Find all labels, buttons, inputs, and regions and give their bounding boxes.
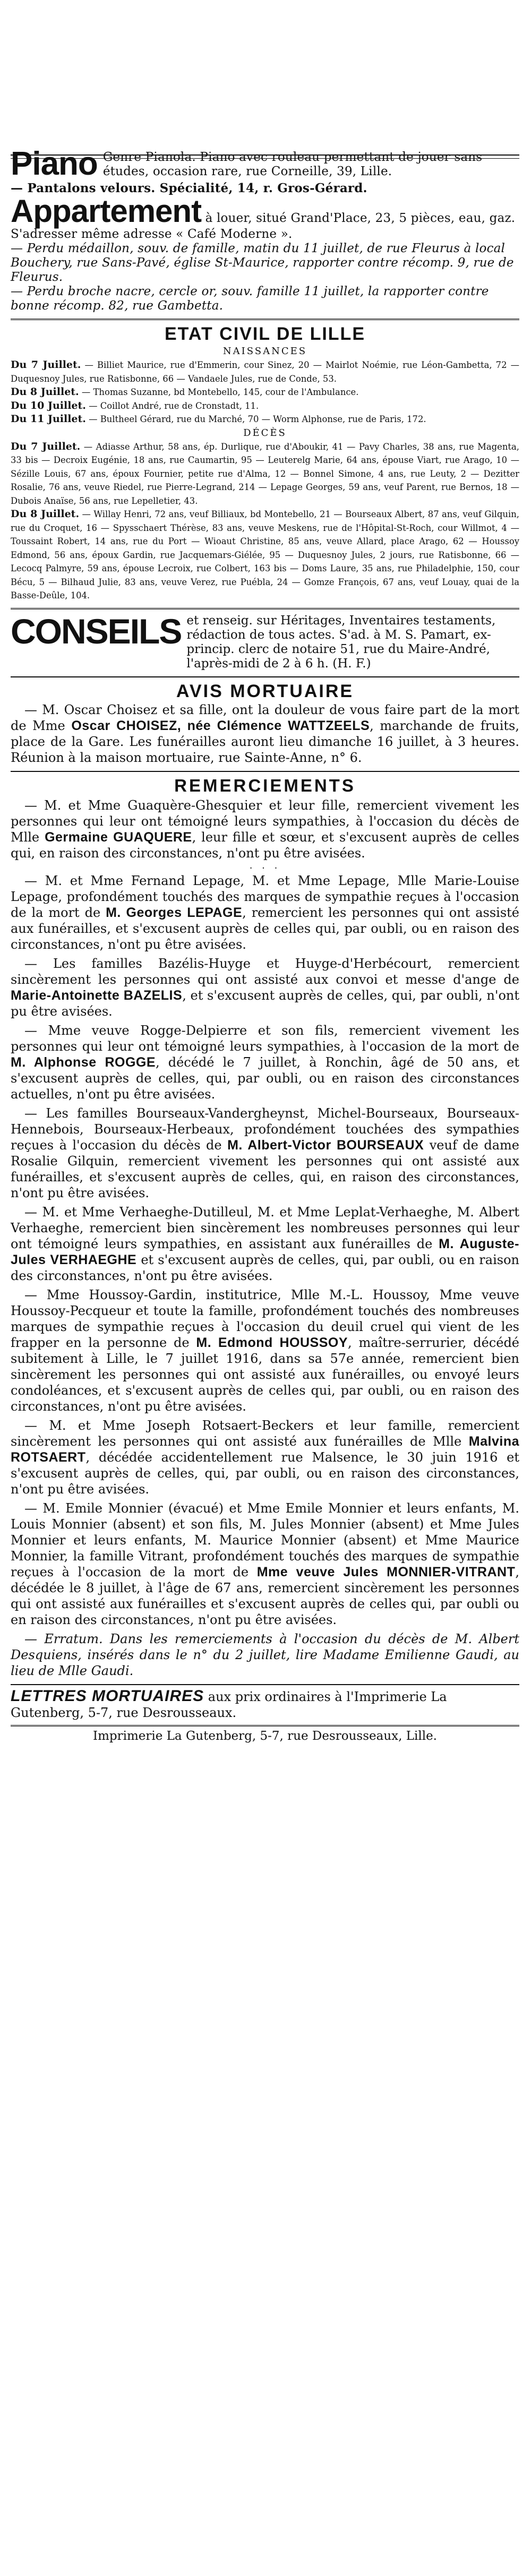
remerciements-title: REMERCIEMENTS bbox=[174, 775, 356, 795]
top-rule bbox=[11, 154, 519, 159]
pantalons-ad: — Pantalons velours. Spécialité, 14, r. Gros-Gérard. bbox=[11, 181, 367, 195]
etat-civil-title: ETAT CIVIL DE LILLE bbox=[165, 324, 365, 344]
remerciement-item: — M. Emile Monnier (évacué) et Mme Emile Monnier et leurs enfants, M. Louis Monnier (absent) et son fils, M. Jules Monnier (absent) et Mme Jules Monnier et leurs enfants, M. Maurice Monnier (absent) et Mme Maurice Monnier, la famille Vitrant, profondément touchés des marques de sympathie reçues à l'occasion de la mort de Mme veuve Jules MONNIER-VITRANT, décédée le 8 juillet, à l'âge de 67 ans, remercient sincèrement les personnes qui ont assisté aux funérailles et s'excusent auprès de celles qui, par oubli ou en raison des circonstances, n'ont pu être avisées. bbox=[11, 1500, 519, 1627]
piano-ad bbox=[11, 147, 519, 181]
deces-title: DÉCÈS bbox=[243, 427, 287, 439]
section-divider bbox=[11, 319, 519, 320]
remerciement-item: — M. et Mme Guaquère-Ghesquier et leur fille, remercient vivement les personnes qui leur ont témoigné leurs sympathies, à l'occasion du décès de Mlle Germaine GUAQUERE, leur fille et sœur, et s'excusent auprès de celles qui, en raison des circonstances, n'ont pu être avisées. bbox=[11, 797, 519, 861]
appartement-ad-text: à louer, situé Grand'Place, 23, 5 pièces, eau, gaz. S'adresser même adresse « Café Moderne ». bbox=[11, 211, 516, 241]
list-item: Du 7 Juillet. — Billiet Maurice, rue d'Emmerin, cour Sinez, 20 — Mairlot Noémie, rue Léon-Gambetta, 72 — Duquesnoy Jules, rue Ratisbonne, 66 — Vandaele Jules, rue de Conde, 53. bbox=[11, 359, 519, 384]
list-item: Du 8 Juillet. — Thomas Suzanne, bd Montebello, 145, cour de l'Ambulance. bbox=[11, 386, 359, 398]
imprimerie-footer: Imprimerie La Gutenberg, 5-7, rue Desrousseaux, Lille. bbox=[11, 1725, 519, 1744]
deces-list bbox=[11, 440, 519, 603]
remerciement-item: — Mme Houssoy-Gardin, institutrice, Mlle M.-L. Houssoy, Mme veuve Houssoy-Pecqueur et toute la famille, profondément touchés des nombreuses marques de sympathie reçues à l'occasion du deuil cruel qui vient de les frapper en la personne de M. Edmond HOUSSOY, maître-serrurier, décédé subitement à Lille, le 7 juillet 1916, dans sa 57e année, remercient bien sincèrement les personnes qui ont assisté aux funérailles, ou envoyé leurs condoléances, et s'excusent auprès de celles qui, par oubli, ou en raison des circonstances, n'ont pu être avisées. bbox=[11, 1287, 520, 1414]
separator: · · · bbox=[249, 862, 281, 874]
conseils-ad bbox=[11, 611, 519, 671]
avis-mortuaire-text: — M. Oscar Choisez et sa fille, ont la douleur de vous faire part de la mort de Mme Oscar CHOISEZ, née Clémence WATTZEELS, marchande de fruits, place de la Gare. Les funérailles auront lieu dimanche 16 juillet, à 3 heures. Réunion à la maison mortuaire, rue Sainte-Anne, n° 6. bbox=[11, 702, 519, 765]
perdu-medaillon-ad: — Perdu médaillon, souv. de famille, matin du 11 juillet, de rue Fleurus à local Bouchery, rue Sans-Pavé, église St-Maurice, rapporter contre récomp. 9, rue de Fleurus. bbox=[11, 242, 514, 284]
piano-ad-text: Genre Pianola. Piano avec rouleau permettant de jouer sans études, occasion rare, rue Corneille, 39, Lille. bbox=[102, 150, 483, 178]
lettres-mortuaires-text: aux prix ordinaires à l'Imprimerie La Gutenberg, 5-7, rue Desrousseaux. bbox=[11, 1689, 447, 1720]
conseils-ad-heading: CONSEILS bbox=[11, 611, 182, 651]
avis-mortuaire-title: AVIS MORTUAIRE bbox=[176, 681, 354, 701]
remerciements-list bbox=[11, 796, 519, 1679]
remerciement-item: — M. et Mme Fernand Lepage, M. et Mme Lepage, Mlle Marie-Louise Lepage, profondément touchés des marques de sympathie reçues à l'occasion de la mort de M. Georges LEPAGE, remercient les personnes qui ont assisté aux funérailles, et s'excusent auprès de celles qui, par oubli, ou en raison des circonstances, n'ont pu être avisées. bbox=[11, 873, 519, 952]
list-item: Du 8 Juillet. — Willay Henri, 72 ans, veuf Billiaux, bd Montebello, 21 — Bourseaux Albert, 87 ans, veuf Gilquin, rue du Croquet, 16 — Spysschaert Thérèse, 83 ans, veuve Meskens, rue de l'Hôpital-St-Roch, cour Willmot, 4 — Toussaint Robert, 14 ans, rue du Port — Wioaut Christine, 85 ans, veuve Allard, place Arago, 62 — Houssoy Edmond, 56 ans, époux Gardin, rue Jacquemars-Giélée, 95 — Duquesnoy Jules, 2 jours, rue Ratisbonne, 66 — Lecocq Palmyre, 59 ans, épouse Lecroix, rue Colbert, 163 bis — Doms Laure, 35 ans, rue Philadelphie, 150, cour Bécu, 5 — Bilhaud Julie, 83 ans, veuve Verez, rue Puébla, 24 — Gomze François, 67 ans, veuf Louay, quai de la Basse-Deûle, 104. bbox=[11, 508, 519, 600]
remerciement-item: — Les familles Bazélis-Huyge et Huyge-d'Herbécourt, remercient sincèrement les personnes qui ont assisté aux convoi et messe d'ange de Marie-Antoinette BAZELIS, et s'excusent auprès de celles, qui, par oubli, n'ont pu être avisées. bbox=[11, 956, 520, 1019]
remerciement-item: — M. et Mme Verhaeghe-Dutilleul, M. et Mme Leplat-Verhaeghe, M. Albert Verhaeghe, remercient bien sincèrement les nombreuses personnes qui leur ont témoigné leurs sympathies, en assistant aux funérailles de M. Auguste-Jules VERHAEGHE et s'excusent auprès de celles, qui, par oubli, ou en raison des circonstances, n'ont pu être avisées. bbox=[11, 1204, 519, 1283]
appartement-ad-heading: Appartement bbox=[11, 193, 202, 229]
erratum: — Erratum. Dans les remerciements à l'occasion du décès de M. Albert Desquiens, insérés dans le n° du 2 juillet, lire Madame Emilienne Gaudi, au lieu de Mlle Gaudi. bbox=[11, 1631, 519, 1678]
appartement-ad bbox=[11, 195, 519, 242]
list-item: Du 10 Juillet. — Coillot André, rue de Cronstadt, 11. bbox=[11, 399, 259, 411]
section-divider bbox=[11, 676, 519, 677]
remerciement-item: — Les familles Bourseaux-Vandergheynst, Michel-Bourseaux, Bourseaux-Hennebois, Bourseaux-Herbeaux, profondément touchées des sympathies reçues à l'occasion du décès de M. Albert-Victor BOURSEAUX veuf de dame Rosalie Gilquin, remercient vivement les personnes qui ont assisté aux funérailles, et s'excusent auprès de celles, qui, en raison des circonstances, n'ont pu être avisées. bbox=[11, 1105, 520, 1200]
naissances-list bbox=[11, 358, 519, 426]
piano-ad-heading: Piano bbox=[11, 145, 98, 182]
list-item: Du 7 Juillet. — Adiasse Arthur, 58 ans, ép. Durlique, rue d'Aboukir, 41 — Pavy Charles, 38 ans, rue Magenta, 33 bis — Decroix Eugénie, 18 ans, rue Caumartin, 95 — Leuterelg Marie, 64 ans, épouse Viart, rue Arago, 10 — Sézille Louis, 67 ans, époux Fournier, petite rue d'Alma, 12 — Bonnel Simone, 4 ans, rue Leuty, 2 — Dezitter Rosalie, 76 ans, veuve Riedel, rue Pierre-Legrand, 214 — Lepage Georges, 59 ans, veuf Parent, rue Bernos, 18 — Dubois Anaïse, 56 ans, rue Lepelletier, 43. bbox=[11, 440, 519, 506]
newspaper-page bbox=[0, 147, 531, 2576]
deceased-name: Oscar CHOISEZ, née Clémence WATTZEELS bbox=[71, 718, 370, 733]
lettres-mortuaires-ad bbox=[11, 1688, 519, 1721]
perdu-broche-ad: — Perdu broche nacre, cercle or, souv. famille 11 juillet, la rapporter contre bonne récomp. 82, rue Gambetta. bbox=[11, 285, 489, 313]
section-divider bbox=[11, 608, 519, 609]
list-item: Du 11 Juillet. — Bultheel Gérard, rue du Marché, 70 — Worm Alphonse, rue de Paris, 172. bbox=[11, 413, 426, 425]
section-divider bbox=[11, 1684, 519, 1685]
section-divider bbox=[11, 771, 519, 772]
remerciement-item: — M. et Mme Joseph Rotsaert-Beckers et leur famille, remercient sincèrement les personnes qui ont assisté aux funérailles de Mlle Malvina ROTSAERT, décédée accidentellement rue Malsence, le 30 juin 1916 et s'excusent auprès de celles, qui, par oubli, ou en raison des circonstances, n'ont pu être avisées. bbox=[11, 1418, 519, 1497]
remerciement-item: — Mme veuve Rogge-Delpierre et son fils, remercient vivement les personnes qui leur ont témoigné leurs sympathies, à l'occasion de la mort de M. Alphonse ROGGE, décédé le 7 juillet, à Ronchin, âgé de 50 ans, et s'excusent auprès de celles, qui, par oubli, ou en raison des circonstances actuelles, n'ont pu être avisées. bbox=[11, 1023, 519, 1102]
naissances-title: NAISSANCES bbox=[222, 346, 307, 357]
conseils-ad-text: et renseig. sur Héritages, Inventaires testaments, rédaction de tous actes. S'ad. à M. S. Pamart, ex-princip. clerc de notaire 51, rue du Maire-André, l'après-midi de 2 à 6 h. (H. F.) bbox=[186, 613, 496, 671]
lettres-mortuaires-heading: LETTRES MORTUAIRES bbox=[11, 1687, 204, 1705]
